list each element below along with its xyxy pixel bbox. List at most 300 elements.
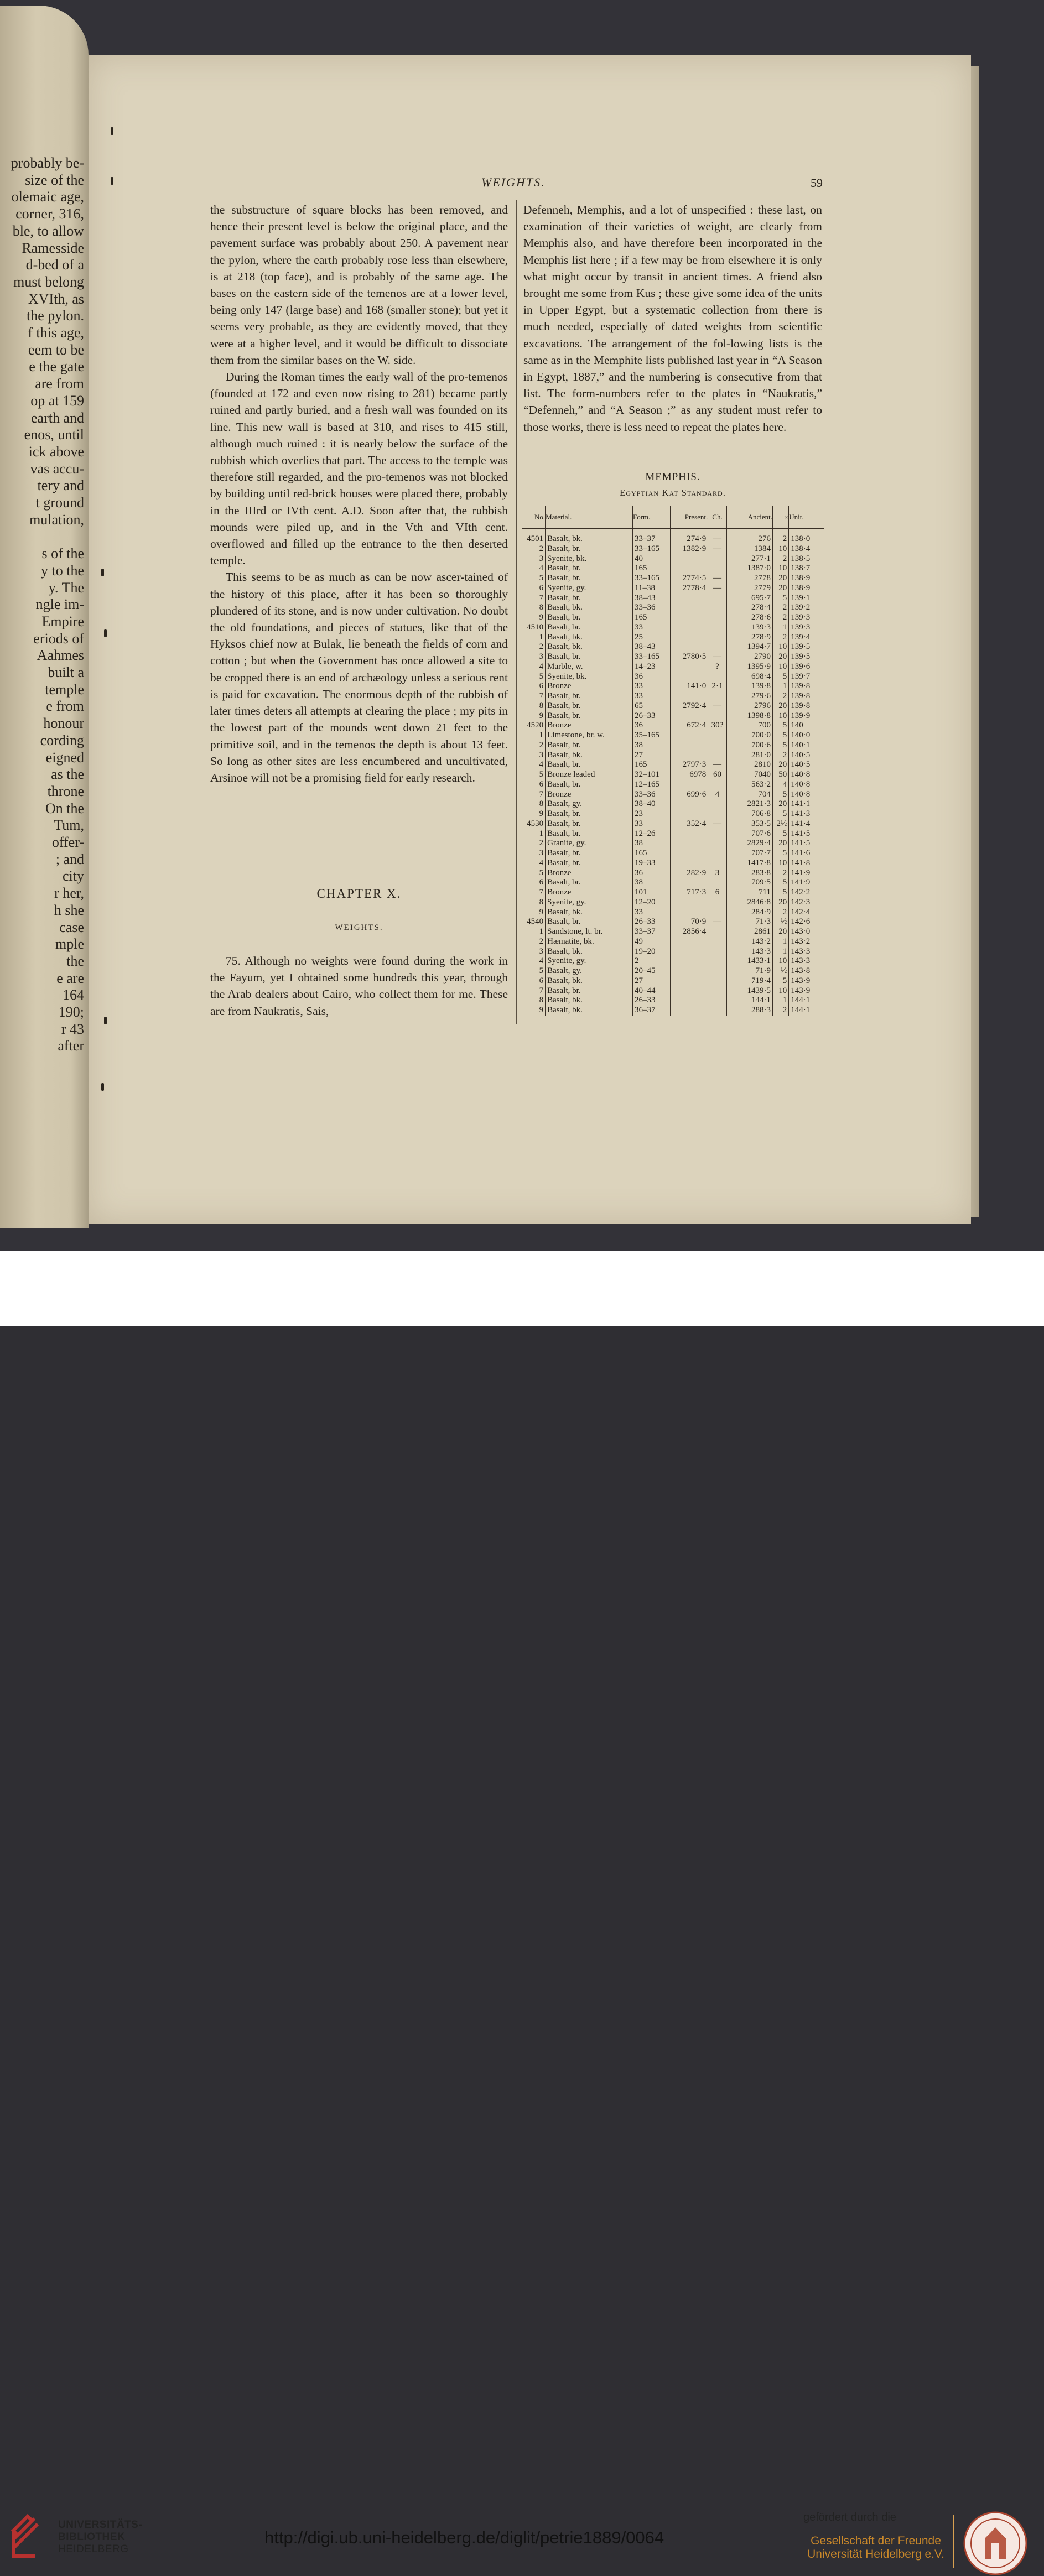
cell-form: 33–165 bbox=[633, 544, 671, 554]
cell-material: Basalt, br. bbox=[546, 594, 633, 603]
cell-unit: 138·5 bbox=[789, 554, 824, 564]
cell-material: Basalt, br. bbox=[546, 819, 633, 829]
header-ch: Ch. bbox=[708, 506, 727, 529]
cell-ch bbox=[708, 672, 727, 682]
cell-ch: — bbox=[708, 701, 727, 711]
cell-present bbox=[671, 809, 708, 819]
cell-ancient: 704 bbox=[726, 790, 772, 800]
facing-page-text: tery and bbox=[37, 477, 84, 494]
facing-page-text: offer- bbox=[51, 834, 84, 850]
cell-ch bbox=[708, 594, 727, 603]
facing-page-text: h she bbox=[54, 902, 84, 918]
society-name-line: Universität Heidelberg e.V. bbox=[807, 2548, 944, 2561]
cell-material: Basalt, bk. bbox=[546, 633, 633, 643]
table-row bbox=[522, 839, 824, 849]
facing-page-text: d-bed of a bbox=[25, 257, 84, 273]
cell-ch: 3 bbox=[708, 868, 727, 878]
cell-unit: 139·8 bbox=[789, 691, 824, 701]
facing-page-text: throne bbox=[47, 783, 84, 799]
cell-ch bbox=[708, 741, 727, 751]
cell-form: 33–165 bbox=[633, 574, 671, 584]
cell-unit: 142·3 bbox=[789, 898, 824, 908]
cell-material: Basalt, bk. bbox=[546, 908, 633, 918]
cell-ch bbox=[708, 839, 727, 849]
cell-present bbox=[671, 662, 708, 672]
cell-form: 33 bbox=[633, 908, 671, 918]
table-row bbox=[522, 898, 824, 908]
cell-unit: 139·4 bbox=[789, 633, 824, 643]
cell-material: Syenite, bk. bbox=[546, 554, 633, 564]
cell-no: 8 bbox=[539, 701, 544, 710]
cell-ancient: 288·3 bbox=[726, 1006, 772, 1016]
cell-form: 101 bbox=[633, 888, 671, 898]
table-subtitle: Egyptian Kat Standard. bbox=[620, 487, 726, 498]
cell-present bbox=[671, 966, 708, 976]
cell-ancient: 277·1 bbox=[726, 554, 772, 564]
table-row bbox=[522, 544, 824, 554]
table-row bbox=[522, 574, 824, 584]
cell-no: 4 bbox=[539, 858, 544, 867]
table-row bbox=[522, 849, 824, 858]
cell-no: 5 bbox=[539, 672, 544, 681]
cell-ancient: 2778 bbox=[726, 574, 772, 584]
paragraph: During the Roman times the early wall of the pro-temenos (founded at 172 and even now rising to 281) became partly ruined and partly buried, and a fresh wall was founded on its line. This new wall is based at 310, and rises to 415 still, although much ruined : it is nearly below the surface of the rubbish which overlies that part. The access to the temple was therefore still regarded, and the pro-temenos was not blocked by building until red-brick houses were placed there, probably in the IIIrd or IVth cent. A.D. Soon after that, the rubbish mounds were piled up, and in the Vth and VIth cent. overflowed and filled up the entrance to the then deserted temple. bbox=[210, 370, 508, 568]
cell-no: 1 bbox=[539, 632, 544, 642]
cell-ancient: 707·7 bbox=[726, 849, 772, 858]
facing-page-text: s of the bbox=[41, 545, 84, 562]
cell-material: Basalt, br. bbox=[546, 623, 633, 633]
cell-multiplier: 1 bbox=[773, 996, 789, 1006]
cell-material: Basalt, br. bbox=[546, 986, 633, 996]
cell-material: Basalt, br. bbox=[546, 544, 633, 554]
cell-material: Basalt, br. bbox=[546, 829, 633, 839]
cell-form: 36 bbox=[633, 868, 671, 878]
cell-form: 40 bbox=[633, 554, 671, 564]
cell-ancient: 143·3 bbox=[726, 947, 772, 957]
header-no: No. bbox=[522, 506, 546, 529]
library-name-line: UNIVERSITÄTS- bbox=[58, 2519, 143, 2531]
facing-page-text: the pylon. bbox=[27, 308, 84, 324]
cell-unit: 139·9 bbox=[789, 711, 824, 721]
cell-ch bbox=[708, 751, 727, 761]
cell-ancient: 711 bbox=[726, 888, 772, 898]
cell-no: 4520 bbox=[527, 721, 544, 730]
chapter-title: CHAPTER X. bbox=[316, 887, 402, 901]
cell-no: 7 bbox=[539, 888, 544, 897]
cell-form: 14–23 bbox=[633, 662, 671, 672]
permalink-url[interactable]: http://digi.ub.uni-heidelberg.de/diglit/petrie1889/0064 bbox=[264, 2528, 664, 2547]
cell-ch: — bbox=[708, 917, 727, 927]
cell-form: 32–101 bbox=[633, 770, 671, 780]
cell-form: 33–37 bbox=[633, 534, 671, 544]
cell-ch bbox=[708, 691, 727, 701]
facing-page-text: after bbox=[58, 1038, 84, 1054]
cell-ancient: 563·2 bbox=[726, 780, 772, 790]
cell-ancient: 1384 bbox=[726, 544, 772, 554]
cell-multiplier: 10 bbox=[773, 858, 789, 868]
cell-form: 11–38 bbox=[633, 584, 671, 594]
cell-ancient: 278·4 bbox=[726, 603, 772, 613]
cell-unit: 139·6 bbox=[789, 662, 824, 672]
cell-ancient: 707·6 bbox=[726, 829, 772, 839]
table-row bbox=[522, 829, 824, 839]
table-row bbox=[522, 594, 824, 603]
cell-present bbox=[671, 731, 708, 741]
table-row bbox=[522, 584, 824, 594]
paragraph: the substructure of square blocks has been removed, and hence their present level is below the original place, and the pavement surface was probably about 250. A pavement near the pylon, where the earth probably rose less than elsewhere, is at 218 (top face), and is probably of the same age. The bases on the eastern side of the temenos are at a lower level, being only 147 (large base) and 168 (smaller stone); but yet it seems very probable, as they are evidently moved, that they were at a higher level, and it would be difficult to dissociate them from the similar bases on the W. side. bbox=[210, 203, 508, 367]
cell-no: 8 bbox=[539, 799, 544, 809]
cell-present bbox=[671, 594, 708, 603]
seal-door bbox=[991, 2543, 999, 2559]
cell-present bbox=[671, 849, 708, 858]
cell-ancient: 719·4 bbox=[726, 976, 772, 986]
header-form: Form. bbox=[633, 506, 671, 529]
facing-page-text: temple bbox=[45, 681, 84, 698]
cell-ch: 60 bbox=[708, 770, 727, 780]
cell-ancient: 2779 bbox=[726, 584, 772, 594]
facing-page-text: y to the bbox=[41, 562, 84, 579]
cell-form: 25 bbox=[633, 633, 671, 643]
cell-material: Basalt, br. bbox=[546, 917, 633, 927]
cell-unit: 143·9 bbox=[789, 976, 824, 986]
facing-page-text: ngle im- bbox=[35, 596, 84, 613]
cell-multiplier: 1 bbox=[773, 947, 789, 957]
header-multiplier: × bbox=[773, 506, 789, 529]
facing-page-text: honour bbox=[43, 715, 84, 732]
cell-unit: 139·1 bbox=[789, 594, 824, 603]
cell-ch bbox=[708, 642, 727, 652]
cell-multiplier: 2 bbox=[773, 633, 789, 643]
cell-ancient: 700·0 bbox=[726, 731, 772, 741]
cell-no: 9 bbox=[539, 613, 544, 622]
cell-ancient: 695·7 bbox=[726, 594, 772, 603]
cell-unit: 140·8 bbox=[789, 780, 824, 790]
cell-material: Basalt, bk. bbox=[546, 996, 633, 1006]
cell-multiplier: 10 bbox=[773, 956, 789, 966]
cell-multiplier: 1 bbox=[773, 937, 789, 947]
cell-unit: 140·8 bbox=[789, 790, 824, 800]
table-row bbox=[522, 534, 824, 544]
funded-by-label: gefördert durch die bbox=[803, 2511, 896, 2523]
cell-no: 6 bbox=[539, 878, 544, 887]
cell-ch bbox=[708, 878, 727, 888]
cell-multiplier: 2 bbox=[773, 908, 789, 918]
cell-present bbox=[671, 937, 708, 947]
margin-mark bbox=[111, 177, 113, 185]
cell-multiplier: 5 bbox=[773, 741, 789, 751]
cell-unit: 140·0 bbox=[789, 731, 824, 741]
cell-ancient: 143·2 bbox=[726, 937, 772, 947]
cell-ch bbox=[708, 554, 727, 564]
cell-no: 6 bbox=[539, 583, 544, 592]
cell-form: 12–20 bbox=[633, 898, 671, 908]
facing-page-text: the bbox=[66, 953, 84, 969]
cell-ancient: 2829·4 bbox=[726, 839, 772, 849]
cell-ch: — bbox=[708, 534, 727, 544]
cell-unit: 141·9 bbox=[789, 878, 824, 888]
table-row bbox=[522, 809, 824, 819]
footer-divider bbox=[953, 2515, 954, 2568]
table-row bbox=[522, 701, 824, 711]
cell-no: 9 bbox=[539, 809, 544, 819]
cell-present bbox=[671, 672, 708, 682]
cell-multiplier: 2½ bbox=[773, 819, 789, 829]
cell-multiplier: 4 bbox=[773, 780, 789, 790]
cell-form: 20–45 bbox=[633, 966, 671, 976]
cell-no: 3 bbox=[539, 554, 544, 563]
cell-present bbox=[671, 741, 708, 751]
library-name-line: BIBLIOTHEK bbox=[58, 2531, 126, 2543]
facing-page-text: Tum, bbox=[54, 817, 84, 834]
cell-no: 8 bbox=[539, 897, 544, 907]
cell-no: 1 bbox=[539, 731, 544, 740]
paragraph: This seems to be as much as can be now ascer-tained of the history of this place, after it has been so thoroughly plundered of its stone, and is now under cultivation. No doubt the old foundations, and pieces of statues, like that of the Hyksos chief now at Bulak, lie beneath the fields of corn and cotton ; but when the Government has once allowed a site to be cropped there is an end of archæology unless a serious rent is paid for excavation. The enormous depth of the rubbish of later times deters all attempts at clearing the place ; my pits in the lowest part of the mounds went down 21 feet to the primitive soil, and in the temenos the depth is about 13 feet. So long as other sites are less encumbered and uncultivated, Arsinoe will not be a promising field for early research. bbox=[210, 570, 508, 784]
cell-ancient: 700·6 bbox=[726, 741, 772, 751]
margin-mark bbox=[111, 127, 113, 135]
cell-ancient: 2846·8 bbox=[726, 898, 772, 908]
facing-page-text: cording bbox=[40, 732, 84, 748]
cell-ancient: 7040 bbox=[726, 770, 772, 780]
cell-present bbox=[671, 986, 708, 996]
table-row bbox=[522, 751, 824, 761]
table-row bbox=[522, 681, 824, 691]
cell-no: 3 bbox=[539, 652, 544, 662]
cell-unit: 139·7 bbox=[789, 672, 824, 682]
cell-ancient: 139·8 bbox=[726, 681, 772, 691]
cell-ancient: 698·4 bbox=[726, 672, 772, 682]
cell-ch bbox=[708, 603, 727, 613]
cell-unit: 143·8 bbox=[789, 966, 824, 976]
cell-form: 2 bbox=[633, 956, 671, 966]
chapter-text bbox=[210, 953, 508, 1019]
cell-material: Basalt, br. bbox=[546, 574, 633, 584]
cell-multiplier: 2 bbox=[773, 603, 789, 613]
facing-page-text: enos, until bbox=[24, 426, 84, 443]
cell-ch: — bbox=[708, 544, 727, 554]
cell-ancient: 71·3 bbox=[726, 917, 772, 927]
cell-unit: 139·5 bbox=[789, 652, 824, 662]
facing-page-text: y. The bbox=[48, 579, 84, 596]
cell-unit: 140·1 bbox=[789, 741, 824, 751]
table-row bbox=[522, 937, 824, 947]
cell-multiplier: ½ bbox=[773, 966, 789, 976]
cell-ancient: 1417·8 bbox=[726, 858, 772, 868]
chapter-subtitle: WEIGHTS. bbox=[335, 923, 383, 932]
facing-page-text: Ramesside bbox=[22, 240, 84, 256]
facing-page-text: corner, 316, bbox=[15, 206, 84, 222]
cell-material: Basalt, bk. bbox=[546, 534, 633, 544]
cell-ancient: 139·3 bbox=[726, 623, 772, 633]
cell-no: 2 bbox=[539, 740, 544, 750]
cell-multiplier: ½ bbox=[773, 917, 789, 927]
table-row bbox=[522, 603, 824, 613]
cell-material: Basalt, bk. bbox=[546, 1006, 633, 1016]
facing-page-text: e are bbox=[56, 970, 84, 986]
table-row bbox=[522, 623, 824, 633]
table-row bbox=[522, 741, 824, 751]
cell-material: Basalt, br. bbox=[546, 701, 633, 711]
cell-form: 65 bbox=[633, 701, 671, 711]
cell-multiplier: 10 bbox=[773, 986, 789, 996]
cell-form: 36–37 bbox=[633, 1006, 671, 1016]
cell-present: 672·4 bbox=[671, 721, 708, 731]
table-row bbox=[522, 662, 824, 672]
cell-ch: — bbox=[708, 819, 727, 829]
cell-present bbox=[671, 908, 708, 918]
table-row bbox=[522, 731, 824, 741]
cell-form: 33–36 bbox=[633, 790, 671, 800]
table-row bbox=[522, 613, 824, 623]
cell-no: 7 bbox=[539, 691, 544, 701]
facing-page-text: r her, bbox=[54, 885, 84, 902]
cell-ancient: 144·1 bbox=[726, 996, 772, 1006]
cell-material: Basalt, br. bbox=[546, 780, 633, 790]
cell-form: 49 bbox=[633, 937, 671, 947]
cell-material: Basalt, br. bbox=[546, 741, 633, 751]
cell-present: 6978 bbox=[671, 770, 708, 780]
facing-page-text: ; and bbox=[55, 851, 84, 867]
cell-multiplier: 20 bbox=[773, 574, 789, 584]
header-material: Material. bbox=[546, 506, 633, 529]
cell-multiplier: 5 bbox=[773, 731, 789, 741]
facing-page-text: mulation, bbox=[29, 511, 84, 528]
cell-ancient: 276 bbox=[726, 534, 772, 544]
cell-unit: 138·0 bbox=[789, 534, 824, 544]
cell-form: 33–36 bbox=[633, 603, 671, 613]
cell-form: 23 bbox=[633, 809, 671, 819]
cell-ancient: 2861 bbox=[726, 927, 772, 937]
cell-unit: 140 bbox=[789, 721, 824, 731]
cell-multiplier: 2 bbox=[773, 751, 789, 761]
cell-multiplier: 10 bbox=[773, 544, 789, 554]
cell-material: Basalt, br. bbox=[546, 760, 633, 770]
cell-no: 6 bbox=[539, 681, 544, 691]
cell-material: Basalt, br. bbox=[546, 652, 633, 662]
cell-form: 38–43 bbox=[633, 594, 671, 603]
cell-material: Bronze bbox=[546, 868, 633, 878]
cell-present: 2778·4 bbox=[671, 584, 708, 594]
cell-unit: 139·5 bbox=[789, 642, 824, 652]
cell-ancient: 353·5 bbox=[726, 819, 772, 829]
university-seal-icon bbox=[963, 2511, 1028, 2576]
table-row bbox=[522, 976, 824, 986]
cell-ch bbox=[708, 829, 727, 839]
society-name-line: Gesellschaft der Freunde bbox=[811, 2535, 941, 2547]
cell-present bbox=[671, 642, 708, 652]
cell-unit: 143·2 bbox=[789, 937, 824, 947]
margin-mark bbox=[104, 629, 107, 637]
cell-unit: 141·4 bbox=[789, 819, 824, 829]
cell-material: Bronze bbox=[546, 888, 633, 898]
cell-unit: 142·2 bbox=[789, 888, 824, 898]
cell-unit: 141·5 bbox=[789, 839, 824, 849]
cell-no: 7 bbox=[539, 593, 544, 602]
cell-no: 4 bbox=[539, 662, 544, 671]
cell-form: 38–40 bbox=[633, 799, 671, 809]
table-row bbox=[522, 564, 824, 574]
cell-unit: 138·9 bbox=[789, 574, 824, 584]
cell-no: 4 bbox=[539, 760, 544, 769]
cell-no: 3 bbox=[539, 750, 544, 759]
cell-multiplier: 5 bbox=[773, 976, 789, 986]
header-unit: Unit. bbox=[789, 506, 824, 529]
cell-no: 4501 bbox=[527, 534, 544, 544]
cell-no: 6 bbox=[539, 976, 544, 985]
facing-page-text: f this age, bbox=[28, 325, 84, 341]
table-row bbox=[522, 790, 824, 800]
cell-ch: — bbox=[708, 652, 727, 662]
cell-unit: 141·6 bbox=[789, 849, 824, 858]
cell-form: 38 bbox=[633, 878, 671, 888]
cell-no: 4 bbox=[539, 564, 544, 573]
table-row bbox=[522, 956, 824, 966]
cell-form: 19–33 bbox=[633, 858, 671, 868]
cell-ancient: 281·0 bbox=[726, 751, 772, 761]
cell-unit: 140·5 bbox=[789, 751, 824, 761]
facing-page-text: mple bbox=[55, 936, 84, 953]
facing-page-text: vas accu- bbox=[30, 460, 84, 477]
table-header-row bbox=[522, 506, 824, 529]
table-row bbox=[522, 927, 824, 937]
cell-multiplier: 10 bbox=[773, 642, 789, 652]
cell-ch bbox=[708, 731, 727, 741]
facing-page-text: olemaic age, bbox=[11, 189, 84, 205]
cell-no: 4540 bbox=[527, 917, 544, 927]
cell-ch bbox=[708, 956, 727, 966]
column-divider bbox=[516, 200, 517, 1024]
cell-ch bbox=[708, 966, 727, 976]
cell-present bbox=[671, 1006, 708, 1016]
cell-unit: 143·9 bbox=[789, 986, 824, 996]
cell-material: Basalt, bk. bbox=[546, 976, 633, 986]
cell-multiplier: 5 bbox=[773, 829, 789, 839]
cell-multiplier: 10 bbox=[773, 662, 789, 672]
table-title: MEMPHIS. bbox=[645, 471, 700, 483]
cell-present bbox=[671, 751, 708, 761]
facing-page-text: op at 159 bbox=[30, 392, 84, 409]
cell-material: Basalt, br. bbox=[546, 613, 633, 623]
cell-form: 33 bbox=[633, 681, 671, 691]
cell-multiplier: 20 bbox=[773, 799, 789, 809]
cell-ch bbox=[708, 937, 727, 947]
cell-form: 27 bbox=[633, 751, 671, 761]
cell-unit: 138·7 bbox=[789, 564, 824, 574]
cell-no: 3 bbox=[539, 849, 544, 858]
cell-ch: — bbox=[708, 574, 727, 584]
cell-form: 38–43 bbox=[633, 642, 671, 652]
cell-ancient: 700 bbox=[726, 721, 772, 731]
cell-no: 1 bbox=[539, 927, 544, 936]
cell-unit: 140·8 bbox=[789, 770, 824, 780]
cell-present bbox=[671, 554, 708, 564]
facing-page-text: e from bbox=[46, 698, 84, 715]
university-library-logo-icon bbox=[10, 2514, 51, 2558]
facing-page-text: 190; bbox=[58, 1004, 84, 1020]
cell-ch bbox=[708, 809, 727, 819]
cell-ancient: 1387·0 bbox=[726, 564, 772, 574]
cell-multiplier: 20 bbox=[773, 652, 789, 662]
cell-present: 699·6 bbox=[671, 790, 708, 800]
cell-form: 33 bbox=[633, 623, 671, 633]
cell-form: 26–33 bbox=[633, 711, 671, 721]
cell-ch bbox=[708, 858, 727, 868]
cell-no: 2 bbox=[539, 839, 544, 848]
table-row bbox=[522, 672, 824, 682]
cell-material: Syenite, bk. bbox=[546, 672, 633, 682]
cell-material: Basalt, br. bbox=[546, 849, 633, 858]
cell-material: Limestone, br. w. bbox=[546, 731, 633, 741]
cell-material: Marble, w. bbox=[546, 662, 633, 672]
